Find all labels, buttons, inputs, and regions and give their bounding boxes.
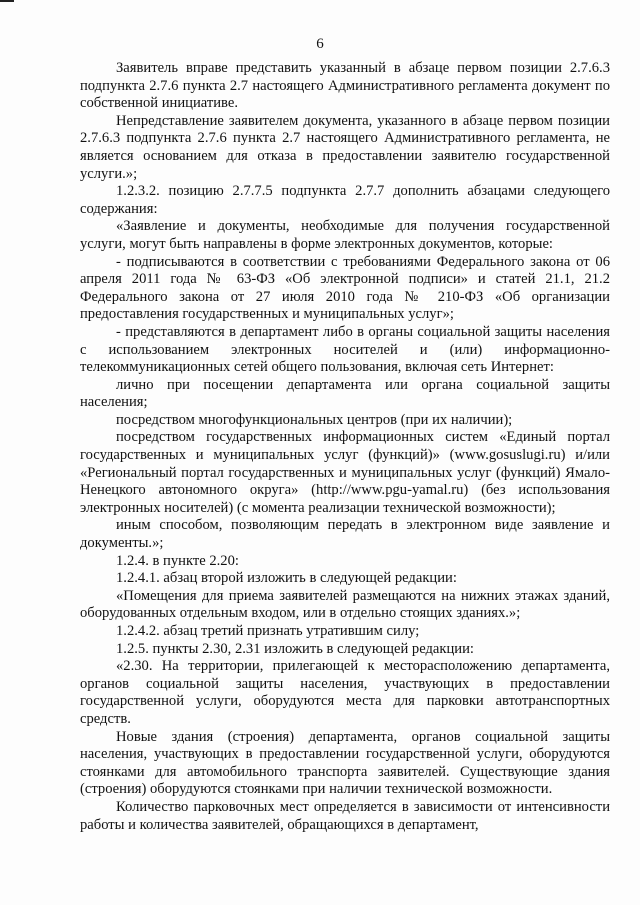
paragraph: Новые здания (строения) департамента, органов социальной защиты населения, участвующих в предоставлении государственной услуги, оборудуются стоянками для автомобильного транспорта заявителей. Существующие здания (строения) оборудуются стоянками при наличии технической возможности. xyxy=(80,728,610,798)
paragraph: «2.30. На территории, прилегающей к месторасположению департамента, органов социальной защиты населения, участвующих в предоставлении государственной услуги, оборудуются места для парковки автотранспортных средств. xyxy=(80,658,610,727)
paragraph: - подписываются в соответствии с требованиями Федерального закона от 06 апреля 2011 года № 63-ФЗ «Об электронной подписи» и статей 21.1, 21.2 Федерального закона от 27 июля 2010 года № 210-ФЗ «Об организации предоставления государственных и муниципальных услуг»; xyxy=(80,253,610,323)
paragraph: лично при посещении департамента или органа социальной защиты населения; xyxy=(80,376,610,411)
paragraph: 1.2.4.2. абзац третий признать утратившим силу; xyxy=(116,623,420,639)
paragraph: «Помещения для приема заявителей размещаются на нижних этажах зданий, оборудованных отдельным входом, или в отдельно стоящих зданиях.»; xyxy=(80,587,610,622)
page-number: 6 xyxy=(316,36,324,52)
paragraph: посредством государственных информационных систем «Единый портал государственных и муниципальных услуг (функций)» (www.gosuslugi.ru) и/или «Региональный портал государственных и муниципальных услуг (функций) Ямало-Ненецкого автономного округа» (http://www.pgu-yamal.ru) (без использования электронных носителей) (с момента реализации технической возможности); xyxy=(80,429,610,516)
document-body xyxy=(80,60,610,834)
paragraph: - представляются в департамент либо в органы социальной защиты населения с использованием электронных носителей и (или) информационно-телекоммуникационных сетей общего пользования, включая сеть Интернет: xyxy=(80,323,610,376)
paragraph: 1.2.3.2. позицию 2.7.7.5 подпункта 2.7.7 дополнить абзацами следующего содержания: xyxy=(80,183,610,217)
paragraph: иным способом, позволяющим передать в электронном виде заявление и документы.»; xyxy=(80,517,610,552)
paragraph: «Заявление и документы, необходимые для получения государственной услуги, могут быть направлены в форме электронных документов, которые: xyxy=(80,218,610,252)
scan-corner-mark xyxy=(0,0,14,2)
paragraph: 1.2.4. в пункте 2.20: xyxy=(116,552,239,569)
paragraph: 1.2.4.1. абзац второй изложить в следующей редакции: xyxy=(116,570,457,587)
paragraph: посредством многофункциональных центров (при их наличии); xyxy=(116,411,513,428)
paragraph: Количество парковочных мест определяется в зависимости от интенсивности работы и количества заявителей, обращающихся в департамент, xyxy=(80,798,610,833)
paragraph: Непредставление заявителем документа, указанного в абзаце первом позиции 2.7.6.3 подпункта 2.7.6 пункта 2.7 настоящего Административного регламента, не является основанием для отказа в предоставлении заявителю государственной услуги.»; xyxy=(80,112,610,182)
paragraph: Заявитель вправе представить указанный в абзаце первом позиции 2.7.6.3 подпункта 2.7.6 пункта 2.7 настоящего Административного регламента документ по собственной инициативе. xyxy=(80,60,610,112)
paragraph: 1.2.5. пункты 2.30, 2.31 изложить в следующей редакции: xyxy=(116,640,474,657)
